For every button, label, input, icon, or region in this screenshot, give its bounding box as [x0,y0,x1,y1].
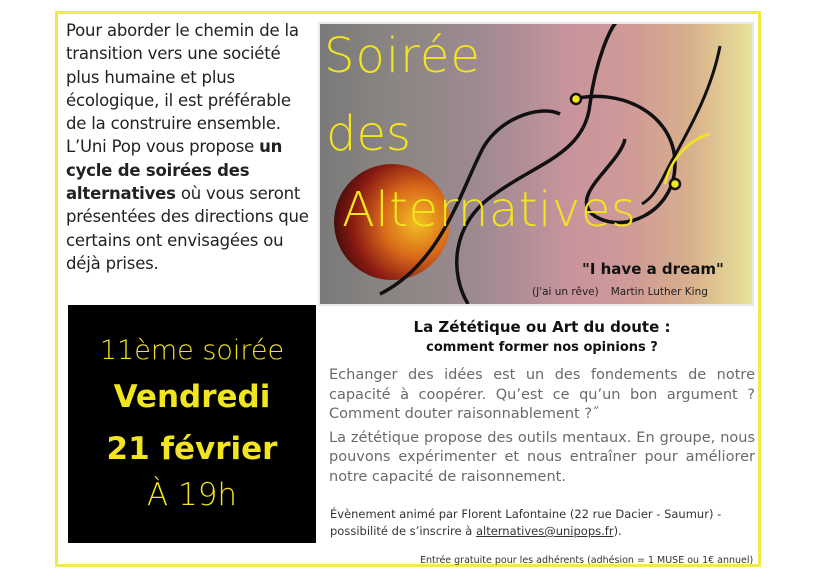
intro-text [66,19,316,275]
quote-attribution [532,286,708,298]
event-number: 11ème soirée [99,335,285,366]
entry-note: Entrée gratuite pour les adhérents (adhésion = 1 MUSE ou 1€ annuel) [420,555,754,566]
talk-subtitle: comment former nos opinions ? [426,340,658,355]
hero-title-line1: Soirée [324,28,481,84]
hero-title-line3: Alternatives [342,182,637,238]
intro-text-bold: un cycle de soirées des alternatives [66,137,283,204]
email-link[interactable]: alternatives@unipops.fr [475,524,614,538]
event-date: 21 février [106,431,278,467]
intro-text-end: où vous seront présentées des directions que certains ont envisagées ou déjà prises. [66,184,309,273]
event-time: À 19h [146,477,238,513]
quote-translation: (J'ai un rêve) [532,286,599,298]
quote-text: "I have a dream" [582,260,724,278]
hero-title-line2: des [326,106,412,162]
intro-text-start: Pour aborder le chemin de la transition vers une société plus humaine et plus écologique, il est préférable de la construire ensemble. L’Uni Pop vous propose [66,21,299,157]
event-day: Vendredi [113,379,271,415]
talk-paragraph-2: La zététique propose des outils mentaux. En groupe, nous pouvons expérimenter et nous entraîner pour améliorer notre capacité de raisonnement. [329,429,755,485]
credit-text: Évènement animé par Florent Lafontaine (22 rue Dacier - Saumur) - possibilité de s’inscrire à [330,507,722,538]
quote-author: Martin Luther King [610,286,708,298]
talk-title: La Zététique ou Art du doute : [413,318,671,336]
talk-heading [330,317,754,357]
event-credit [330,506,760,540]
talk-description [329,366,755,491]
hero-image [318,22,754,306]
credit-end: ). [613,524,622,538]
event-box [68,305,316,543]
talk-paragraph-1: Echanger des idées est un des fondements de notre capacité à coopérer. Qu’est ce qu’un bon argument ? Comment douter raisonnablement ?˝ [329,367,755,422]
